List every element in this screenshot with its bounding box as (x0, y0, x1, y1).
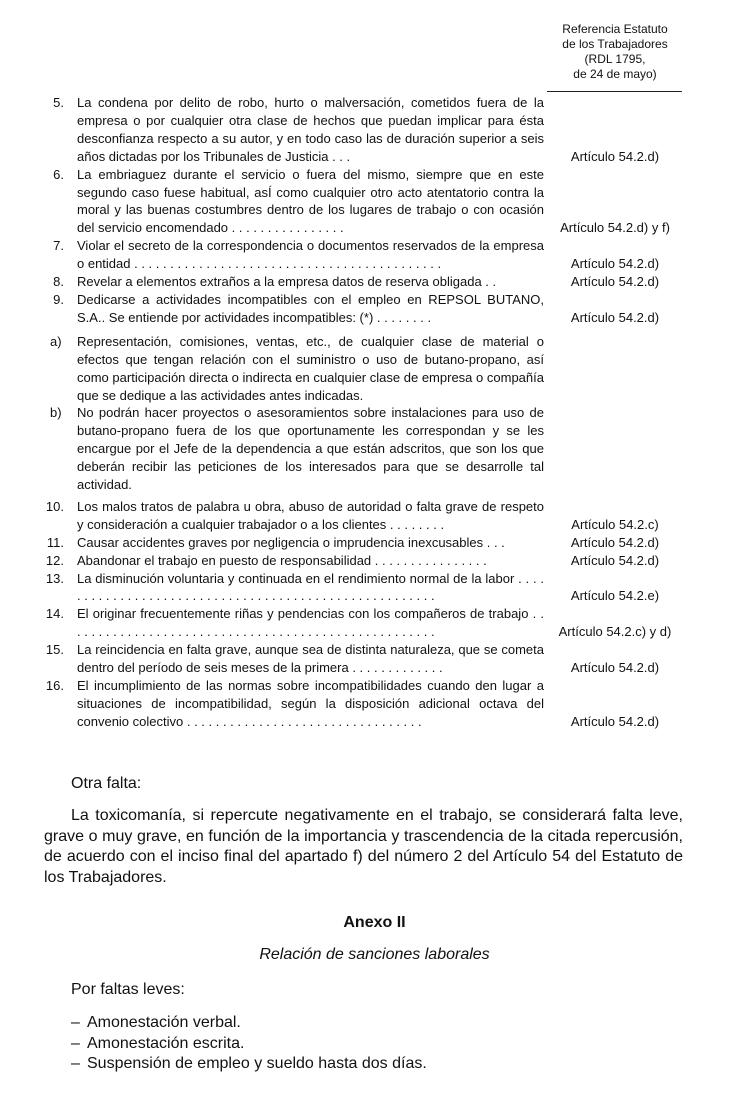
reference-header-line: de los Trabajadores (562, 37, 668, 51)
subitem-letter: a) (50, 333, 62, 349)
fault-list (0, 94, 749, 731)
minor-faults-heading: Por faltas leves: (71, 981, 185, 998)
fault-item (0, 498, 749, 534)
fault-text: La reincidencia en falta grave, aunque sea de distinta naturaleza, que se cometa dentro del período de seis meses de la primera . . . . . . . . . . . . . (77, 642, 544, 676)
sanction-item (71, 1034, 427, 1055)
fault-number: 13. (45, 570, 64, 586)
sanction-item (71, 1013, 427, 1034)
annex-subtitle: Relación de sanciones laborales (259, 946, 490, 963)
annex-title: Anexo II (343, 914, 406, 931)
fault-item (0, 237, 749, 273)
subitem-letter: b) (50, 405, 62, 421)
fault-text: Abandonar el trabajo en puesto de responsabilidad . . . . . . . . . . . . . . . . (77, 552, 487, 568)
fault-number: 8. (53, 274, 64, 290)
reference-column-header (548, 22, 682, 82)
fault-number: 16. (45, 678, 64, 693)
sanction-text: Amonestación escrita. (87, 1034, 245, 1052)
fault-reference: Artículo 54.2.d) (570, 713, 660, 729)
fault-number: 14. (45, 606, 64, 622)
fault-text: La condena por delito de robo, hurto o malversación, cometidos fuera de la empresa o por cualquier otra clase de hechos que puedan implicar para ésta desconfianza respecto a su autor, y en todo caso las de duración superior a seis años dictadas por los Tribunales de Justicia . . . (77, 95, 544, 164)
fault-text: El incumplimiento de las normas sobre incompatibilidades cuando den lugar a situaciones de incompatibilidad, según la disposición adicional octava del convenio colectivo . . . . . . . . . . . . . . . . . . . . . . . . . . . . . . . . . (77, 678, 544, 729)
fault-text: La disminución voluntaria y continuada en el rendimiento normal de la labor . . . . . . . . . . . . . . . . . . . . . . . . . . . . . . . . . . . . . . . . . . . . . . . . . . . . . . (77, 570, 544, 604)
fault-reference: Artículo 54.2.c) y d) (558, 624, 672, 640)
sanction-text: Amonestación verbal. (87, 1014, 241, 1031)
fault-number: 7. (53, 238, 64, 254)
fault-item (0, 534, 749, 552)
fault-item (0, 570, 749, 606)
fault-reference: Artículo 54.2.d) (570, 309, 660, 325)
fault-text: El originar frecuentemente riñas y pendencias con los compañeros de trabajo . . . . . . . . . . . . . . . . . . . . . . . . . . . . . . . . . . . . . . . . . . . . . . . . . . . . (77, 606, 544, 640)
list-dash: – (71, 1055, 80, 1072)
other-fault-body: La toxicomanía, si repercute negativamente en el trabajo, se considerará falta leve, grave o muy grave, en función de la importancia y trascendencia de la citada repercusión, de acuerdo con el inciso final del apartado f) del número 2 del Artículo 54 del Estatuto de los Trabajadores. (44, 807, 683, 886)
fault-subitem (0, 333, 749, 405)
fault-text: Representación, comisiones, ventas, etc., de cualquier clase de material o efectos que tengan relación con el suministro o uso de butano-propano, así como participación directa o indirecta en cualquier clase de empresa o compañía que se dedique a las actividades antes indicadas. (77, 333, 544, 403)
reference-header-line: (RDL 1795, (584, 52, 646, 66)
fault-subitem (0, 404, 749, 494)
fault-number: 6. (53, 166, 64, 182)
fault-item (0, 677, 749, 731)
fault-text: Los malos tratos de palabra u obra, abuso de autoridad o falta grave de respeto y consideración a cualquier trabajador o a los clientes . . . . . . . . (77, 498, 544, 532)
fault-item (0, 273, 749, 291)
sanction-item (71, 1054, 427, 1075)
fault-reference: Artículo 54.2.d) (570, 660, 660, 676)
fault-reference: Artículo 54.2.d) (570, 256, 660, 272)
fault-item (0, 166, 749, 238)
fault-item (0, 552, 749, 570)
reference-header-line: Referencia Estatuto (562, 22, 668, 36)
fault-text: No podrán hacer proyectos o asesoramientos sobre instalaciones para uso de butano-propano fuera de los que oportunamente les correspondan y se les encargue por el Jefe de la dependencia a que están adscritos, que son los que deberán recibir las peticiones de los interesados para que se desarrolle tal actividad. (77, 405, 544, 493)
list-dash: – (71, 1034, 80, 1052)
other-fault-title: Otra falta: (71, 775, 142, 792)
fault-item (0, 94, 749, 166)
fault-reference: Artículo 54.2.e) (570, 588, 660, 604)
fault-item (0, 641, 749, 677)
fault-text: Dedicarse a actividades incompatibles con el empleo en REPSOL BUTANO, S.A.. Se entiende por actividades incompatibles: (*) . . . . . . . . (77, 291, 544, 325)
fault-text: Violar el secreto de la correspondencia o documentos reservados de la empresa o entidad . . . . . . . . . . . . . . . . . . . . . . . . . . . . . . . . . . . . . . . . . . . (77, 238, 544, 272)
list-dash: – (71, 1014, 80, 1031)
fault-reference: Artículo 54.2.d) (570, 274, 660, 290)
sanctions-list (71, 1013, 427, 1075)
fault-reference: Artículo 54.2.d) y f) (560, 220, 670, 236)
fault-item (0, 291, 749, 327)
fault-number: 11. (46, 534, 64, 550)
sanction-text: Suspensión de empleo y sueldo hasta dos días. (87, 1055, 427, 1072)
fault-reference: Artículo 54.2.d) (570, 552, 660, 568)
fault-reference: Artículo 54.2.c) (571, 516, 659, 532)
fault-reference: Artículo 54.2.d) (570, 148, 660, 164)
fault-number: 5. (53, 95, 64, 110)
fault-reference: Artículo 54.2.d) (570, 534, 660, 550)
fault-number: 15. (45, 642, 64, 658)
reference-header-rule (547, 91, 682, 92)
reference-header-line: de 24 de mayo) (573, 67, 657, 81)
fault-number: 10. (45, 498, 64, 514)
fault-text: Revelar a elementos extraños a la empresa datos de reserva obligada . . (77, 274, 497, 290)
fault-text: Causar accidentes graves por negligencia o imprudencia inexcusables . . . (77, 534, 505, 550)
fault-text: La embriaguez durante el servicio o fuera del mismo, siempre que en este segundo caso fuese habitual, asÍ como cualquier otro acto atentatorio contra la moral y las buenas costumbres dentro de los lugares de trabajo o con ocasión del servicio encomendado . . . . . . . . . . . . . . . . (77, 166, 544, 236)
fault-item (0, 605, 749, 641)
fault-number: 9. (53, 291, 64, 307)
fault-number: 12. (45, 552, 64, 568)
